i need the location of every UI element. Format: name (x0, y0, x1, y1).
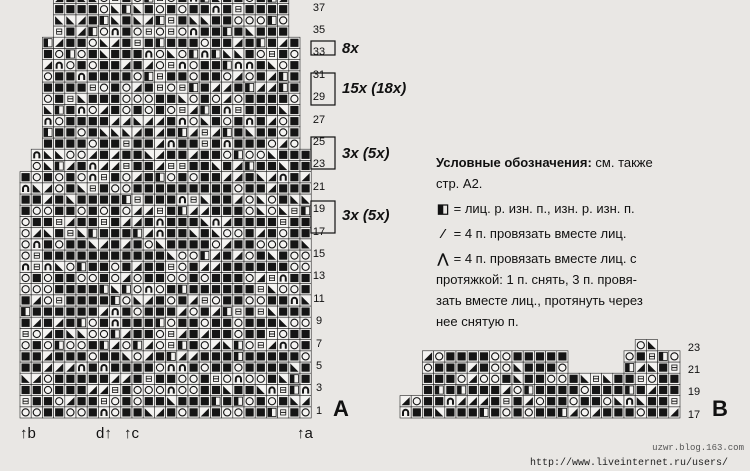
row-number: 29 (312, 91, 326, 104)
row-number: 11 (313, 292, 325, 305)
row-number: 9 (315, 315, 323, 328)
marker-d: d↑ (96, 425, 112, 442)
legend-title: Условные обозначения: см. также (436, 155, 653, 170)
row-number: 13 (312, 270, 326, 283)
legend-title-line2: стр. А2. (436, 176, 483, 191)
repeat-label-8x: 8x (342, 40, 359, 57)
row-number: 1 (315, 404, 323, 417)
row-number: 5 (315, 360, 323, 372)
row-number: 25 (312, 136, 326, 148)
row-number: 3 (315, 382, 323, 395)
legend (436, 152, 736, 332)
watermark: uzwr.blog.163.com (652, 443, 744, 453)
row-number: 31 (312, 68, 326, 81)
legend-item-1: ◧ = лиц. р. изн. п., изн. р. изн. п. (436, 198, 736, 219)
legend-item-3: ⋀ = 4 п. провязать вместе лиц. с (436, 248, 736, 269)
row-number: 7 (315, 337, 323, 350)
row-number: 17 (312, 225, 326, 238)
row-number: 33 (312, 46, 326, 59)
decrease-right-icon: ⁄ (441, 226, 445, 241)
row-number: 23 (312, 158, 326, 171)
row-number: 15 (312, 248, 326, 260)
repeat-label-3x-b: 3x (5x) (342, 207, 390, 224)
chart-b-letter: B (712, 396, 728, 421)
row-number: 19 (312, 203, 326, 216)
decrease-left-icon: ⋀ (437, 251, 449, 266)
marker-a: ↑a (297, 425, 313, 442)
legend-item-3-line2: протяжкой: 1 п. снять, 3 п. провя- (436, 272, 637, 287)
row-number: 23 (687, 341, 701, 354)
row-number: 17 (687, 408, 701, 421)
repeat-label-15x: 15x (18x) (342, 80, 407, 97)
marker-c: ↑c (124, 425, 139, 442)
repeat-label-3x-a: 3x (5x) (342, 145, 390, 162)
legend-item-2: ⁄ = 4 п. провязать вместе лиц. (436, 223, 736, 244)
row-number: 19 (687, 386, 701, 399)
half-filled-square-icon: ◧ (436, 201, 450, 216)
legend-item-3-line4: нее снятую п. (436, 314, 519, 329)
row-number: 35 (312, 24, 326, 36)
row-number: 27 (312, 113, 326, 126)
legend-item-3-line3: зать вместе лиц., протянуть через (436, 293, 643, 308)
chart-a-letter: A (333, 396, 349, 421)
row-number: 21 (312, 180, 326, 193)
bg-text-left (0, 60, 20, 360)
row-number: 21 (687, 364, 701, 376)
marker-b: ↑b (20, 425, 36, 442)
source-url: http://www.liveinternet.ru/users/ (530, 458, 729, 469)
row-number: 37 (312, 1, 326, 14)
